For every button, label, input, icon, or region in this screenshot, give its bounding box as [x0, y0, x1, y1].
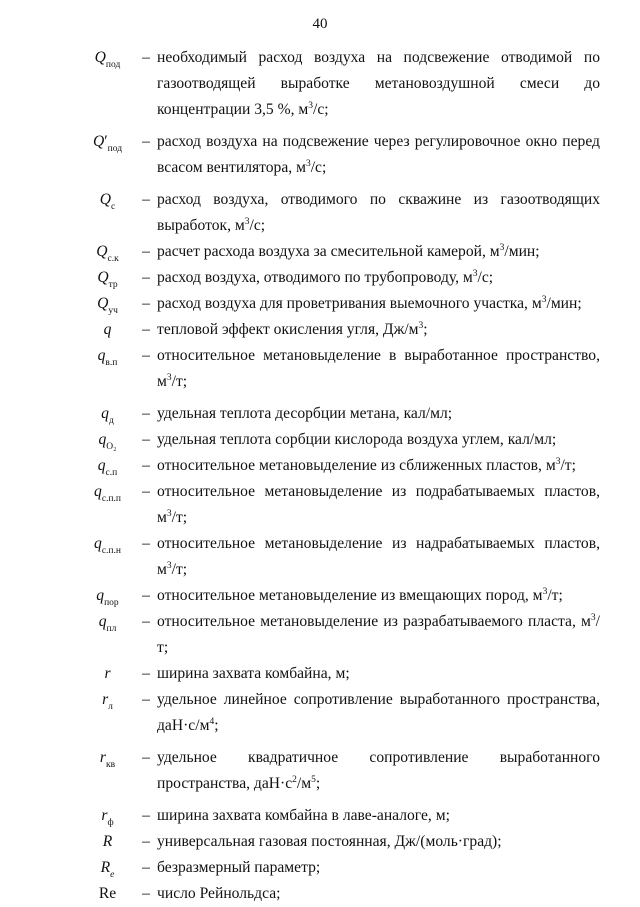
nomenclature-entry [80, 45, 600, 123]
dash: – [142, 535, 150, 552]
definition: относительное метановыделение из разрабатываемого пласта, $м^3/т$; [157, 612, 600, 656]
nomenclature-entry [80, 583, 600, 609]
nomenclature-entry [80, 829, 600, 855]
definition: безразмерный параметр; [157, 859, 321, 876]
definition: ширина захвата комбайна, м; [157, 665, 350, 682]
nomenclature-entry [80, 609, 600, 661]
dash: – [142, 191, 150, 208]
dash: – [142, 613, 150, 630]
definition: удельное линейное сопротивление выработанного пространства, $даН\cdot с/м^4$; [157, 691, 600, 734]
definition: расход воздуха на подсвежение через регулировочное окно перед всасом вентилятора, $м^3/с$; [157, 133, 600, 176]
page-number: 40 [312, 16, 328, 32]
symbol: q [103, 321, 112, 338]
symbol: $r_ф$ [101, 807, 114, 829]
symbol: $q_{в.п}$ [97, 347, 118, 369]
dash: – [142, 431, 150, 448]
symbol: r [104, 665, 111, 682]
definition: относительное метановыделение в выработанное пространство, $м^3/т$; [157, 347, 600, 390]
nomenclature-entry [80, 129, 600, 181]
symbol: $Q_с$ [99, 191, 116, 213]
dash: – [142, 749, 150, 766]
dash: – [142, 347, 150, 364]
nomenclature-entry [80, 427, 600, 453]
nomenclature-entry [80, 855, 600, 881]
nomenclature-entry [80, 317, 600, 343]
symbol: $Q_{тр}$ [97, 269, 118, 291]
dash: – [142, 483, 150, 500]
dash: – [142, 133, 150, 150]
definition: расчет расхода воздуха за смесительной камерой, $м^3$/мин; [157, 242, 540, 260]
definition: относительное метановыделение из сближенных пластов, $м^3/т$; [157, 456, 576, 474]
definition: расход воздуха, отводимого по трубопроводу, $м^3/с$; [157, 268, 494, 286]
definition: удельная теплота десорбции метана, кал/мл; [157, 405, 453, 422]
dash: – [142, 807, 150, 824]
symbol: $R_e$ [100, 859, 115, 881]
definition: относительное метановыделение из подрабатываемых пластов, $м^3/т$; [157, 483, 600, 526]
dash: – [142, 295, 150, 312]
dash: – [142, 321, 150, 338]
definition: необходимый расход воздуха на подсвежение отводимой по газоотводящей выработке метановоздушной смеси до концентрации 3,5 %, $м^3/с$; [157, 49, 600, 118]
dash: – [142, 587, 150, 604]
nomenclature-entry [80, 453, 600, 479]
nomenclature-entry [80, 745, 600, 797]
nomenclature-entry [80, 881, 600, 907]
definition: число Рейнольдса; [157, 885, 281, 902]
symbol: $Q_{с.к}$ [96, 243, 119, 265]
nomenclature-entry [80, 265, 600, 291]
dash: – [142, 49, 150, 66]
definition: расход воздуха для проветривания выемочного участка, $м^3$/мин; [157, 294, 582, 312]
definition: относительное метановыделение из вмещающих пород, $м^3/т$; [157, 586, 563, 604]
symbol: $q_д$ [101, 405, 114, 427]
nomenclature-entry [80, 479, 600, 531]
dash: – [142, 885, 150, 902]
symbol: R [102, 833, 113, 850]
symbol: $Q'_{под}$ [92, 133, 123, 155]
symbol: $q_{с.п.н}$ [94, 535, 121, 557]
dash: – [142, 859, 150, 876]
dash: – [142, 457, 150, 474]
nomenclature-entry [80, 803, 600, 829]
dash: – [142, 691, 150, 708]
nomenclature-entry [80, 687, 600, 739]
definition: удельная теплота сорбции кислорода воздуха углем, кал/мл; [157, 431, 557, 448]
dash: – [142, 405, 150, 422]
nomenclature-list [80, 45, 600, 907]
nomenclature-entry [80, 187, 600, 239]
nomenclature-entry [80, 661, 600, 687]
symbol: $q_{O_2}$ [98, 431, 117, 453]
definition: удельное квадратичное сопротивление выработанного пространства, $даН\cdot с^2/м^5$; [157, 749, 600, 792]
definition: ширина захвата комбайна в лаве-аналоге, м; [157, 807, 450, 824]
dash: – [142, 243, 150, 260]
nomenclature-entry [80, 531, 600, 583]
nomenclature-entry [80, 343, 600, 395]
symbol: $q_{пл}$ [98, 613, 117, 635]
nomenclature-entry [80, 401, 600, 427]
symbol: $Q_{уч}$ [97, 295, 118, 317]
dash: – [142, 665, 150, 682]
dash: – [142, 269, 150, 286]
symbol: Re [98, 885, 117, 902]
definition: универсальная газовая постоянная, Дж/(моль·град); [157, 833, 502, 850]
symbol: $q_{с.п.п}$ [94, 483, 121, 505]
definition: относительное метановыделение из надрабатываемых пластов, $м^3/т$; [157, 535, 600, 578]
dash: – [142, 833, 150, 850]
definition: расход воздуха, отводимого по скважине из газоотводящих выработок, $м^3/с$; [157, 191, 600, 234]
symbol: $r_{кв}$ [99, 749, 116, 771]
symbol: $r_л$ [102, 691, 113, 713]
symbol: $q_{пор}$ [96, 587, 119, 609]
symbol: $q_{с.п}$ [97, 457, 118, 479]
nomenclature-entry [80, 291, 600, 317]
definition: тепловой эффект окисления угля, $Дж/м^3$; [157, 320, 428, 338]
nomenclature-entry [80, 239, 600, 265]
symbol: $Q_{под}$ [94, 49, 121, 71]
